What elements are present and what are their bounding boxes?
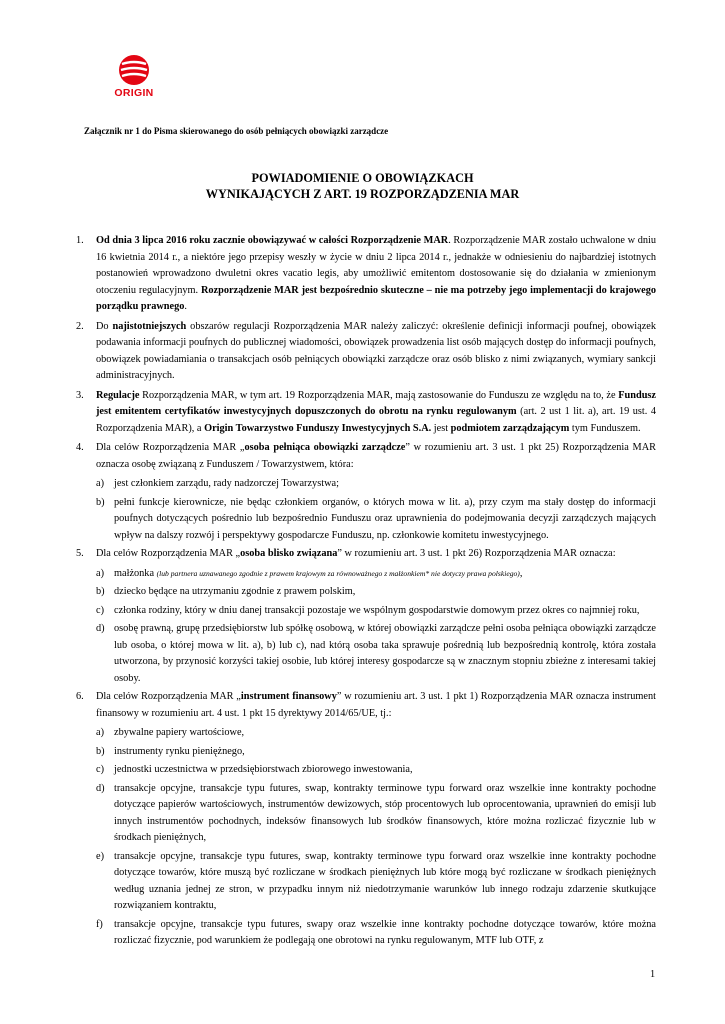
paragraph-6-list xyxy=(76,725,656,950)
footnote-remark: (lub partnera uznawanego zgodnie z prawem krajowym za równoważnego z małżonkiem* nie dotyczy prawa polskiego) xyxy=(156,568,520,578)
origin-logo xyxy=(106,54,162,104)
logo-text: ORIGIN xyxy=(114,87,154,99)
paragraph-6: 6. Dla celów Rozporządzenia MAR „instrument finansowy” w rozumieniu art. 3 ust. 1 pkt 1) Rozporządzenia MAR oznacza instrument finansowy w rozumieniu art. 4 ust. 1 pkt 15 dyrektywy 2014/65/UE, tj.: xyxy=(76,691,656,719)
paragraph-number: 4. xyxy=(76,442,84,453)
document-body xyxy=(76,233,656,952)
paragraph-number: 2. xyxy=(76,320,84,332)
title-line-1: POWIADOMIENIE O OBOWIĄZKACH xyxy=(251,171,474,185)
list-item: a) małżonka (lub partnera uznawanego zgodnie z prawem krajowym za równoważnego z małżonkiem* nie dotyczy prawa polskiego), xyxy=(96,567,523,579)
paragraph-number: 6. xyxy=(76,691,84,702)
list-item: d) osobę prawną, grupę przedsiębiorstw lub spółkę osobową, w której obowiązki zarządcze pełni osoba pełniąca obowiązki zarządcze lub osoba, o której mowa w lit. a), b) lub c), nad którą osoba taka sprawuje pośrednią lub bezpośrednią kontrolę, która została utworzona, by przynosić korzyści takiej osobie, lub której interesy gospodarcze są w znacznym stopniu zbieżne z interesami takiej osoby. xyxy=(96,623,656,684)
paragraph-4-list xyxy=(76,476,656,544)
list-item: f) transakcje opcyjne, transakcje typu futures, swapy oraz wszelkie inne kontrakty pochodne dotyczące towarów, które można rozliczać fizycznie, pod warunkiem że podlegają one obrotowi na rynku regulowanym, MTF lub OTF, z xyxy=(96,918,656,946)
title-line-2: WYNIKAJĄCYCH Z ART. 19 ROZPORZĄDZENIA MAR xyxy=(205,187,520,201)
list-item: c) jednostki uczestnictwa w przedsiębiorstwach zbiorowego inwestowania, xyxy=(96,764,413,775)
paragraph-5-list xyxy=(76,566,656,688)
list-item: a) jest członkiem zarządu, rady nadzorczej Towarzystwa; xyxy=(96,478,339,489)
list-item: b) instrumenty rynku pieniężnego, xyxy=(96,745,245,757)
paragraph-3: 3. Regulacje Rozporządzenia MAR, w tym art. 19 Rozporządzenia MAR, mają zastosowanie do Funduszu ze względu na to, że Fundusz jest emitentem certyfikatów inwestycyjnych dopuszczonych do obrotu na rynku regulowanym (art. 2 ust 1 lit. a), art. 19 ust. 4 Rozporządzenia MAR), a Origin Towarzystwo Funduszy Inwestycyjnych S.A. jest podmiotem zarządzającym tym Funduszem. xyxy=(76,389,656,434)
paragraph-2: 2. Do najistotniejszych obszarów regulacji Rozporządzenia MAR należy zaliczyć: określenie definicji informacji poufnej, obowiązek podawania informacji poufnych do publicznej wiadomości, obowiązek prowadzenia list osób mających dostęp do informacji poufnych, obowiązek powiadamiania o transakcjach osób pełniących obowiązki zarządcze oraz osób blisko z nimi związanych, wymiary sankcji administracyjnych. xyxy=(76,320,656,381)
paragraph-number: 5. xyxy=(76,548,84,559)
list-item: e) transakcje opcyjne, transakcje typu futures, swap, kontrakty terminowe typu forward oraz wszelkie inne kontrakty pochodne dotyczące towarów, które muszą być rozliczane w środkach pieniężnych lub które mogą być rozliczane w środkach pieniężnych według uznania jednej ze stron, w przypadku innym niż niedotrzymanie warunków lub innego rodzaju zdarzenie skutkujące rozwiązaniem kontraktu, xyxy=(96,850,656,911)
list-item: c) członka rodziny, który w dniu danej transakcji pozostaje we wspólnym gospodarstwie domowym przez okres co najmniej roku, xyxy=(96,604,640,616)
page-number: 1 xyxy=(650,969,656,980)
list-item: a) zbywalne papiery wartościowe, xyxy=(96,727,245,738)
list-item: b) dziecko będące na utrzymaniu zgodnie z prawem polskim, xyxy=(96,586,356,597)
list-item: b) pełni funkcje kierownicze, nie będąc członkiem organów, o których mowa w lit. a), przy czym ma stały dostęp do informacji poufnych dotyczących pośrednio lub bezpośrednio Funduszu oraz uprawnienia do podejmowania decyzji zarządczych mających wpływ na dalszy rozwój i perspektywy gospodarcze Funduszu, np. członkowie komitetu inwestycyjnego. xyxy=(96,496,656,541)
list-item: d) transakcje opcyjne, transakcje typu futures, swap, kontrakty terminowe typu forward oraz wszelkie inne kontrakty pochodne dotyczące papierów wartościowych, instrumentów dewizowych, stóp procentowych lub oprocentowania, uprawnień do emisji lub innych instrumentów pochodnych, indeksów finansowych lub środków finansowych, które można rozliczać fizycznie lub w środkach pieniężnych, xyxy=(96,782,656,843)
paragraph-1: 1. Od dnia 3 lipca 2016 roku zacznie obowiązywać w całości Rozporządzenie MAR. Rozporządzenie MAR zostało uchwalone w dniu 16 kwietnia 2014 r., a niektóre jego przepisy weszły w życie w dniu 2 lipca 2014 r., jednakże w odniesieniu do najbardziej istotnych postanowień wprowadzono dwuletni okres vacatio legis, aby umożliwić emitentom dostosowanie się do działania w zmienionym otoczeniu regulacyjnym. Rozporządzenie MAR jest bezpośrednio skuteczne – nie ma potrzeby jego implementacji do krajowego porządku prawnego. xyxy=(76,235,656,312)
paragraph-number: 1. xyxy=(76,235,84,246)
paragraph-5: 5. Dla celów Rozporządzenia MAR „osoba blisko związana” w rozumieniu art. 3 ust. 1 pkt 26) Rozporządzenia MAR oznacza: xyxy=(76,546,656,563)
paragraph-number: 3. xyxy=(76,389,84,401)
paragraph-4: 4. Dla celów Rozporządzenia MAR „osoba pełniąca obowiązki zarządcze” w rozumieniu art. 3 ust. 1 pkt 25) Rozporządzenia MAR oznacza osobę związaną z Funduszem / Towarzystwem, która: xyxy=(76,442,656,470)
attachment-line: Załącznik nr 1 do Pisma skierowanego do osób pełniących obowiązki zarządcze xyxy=(84,126,389,136)
document-title xyxy=(0,170,725,202)
origin-logo-icon xyxy=(106,54,162,88)
